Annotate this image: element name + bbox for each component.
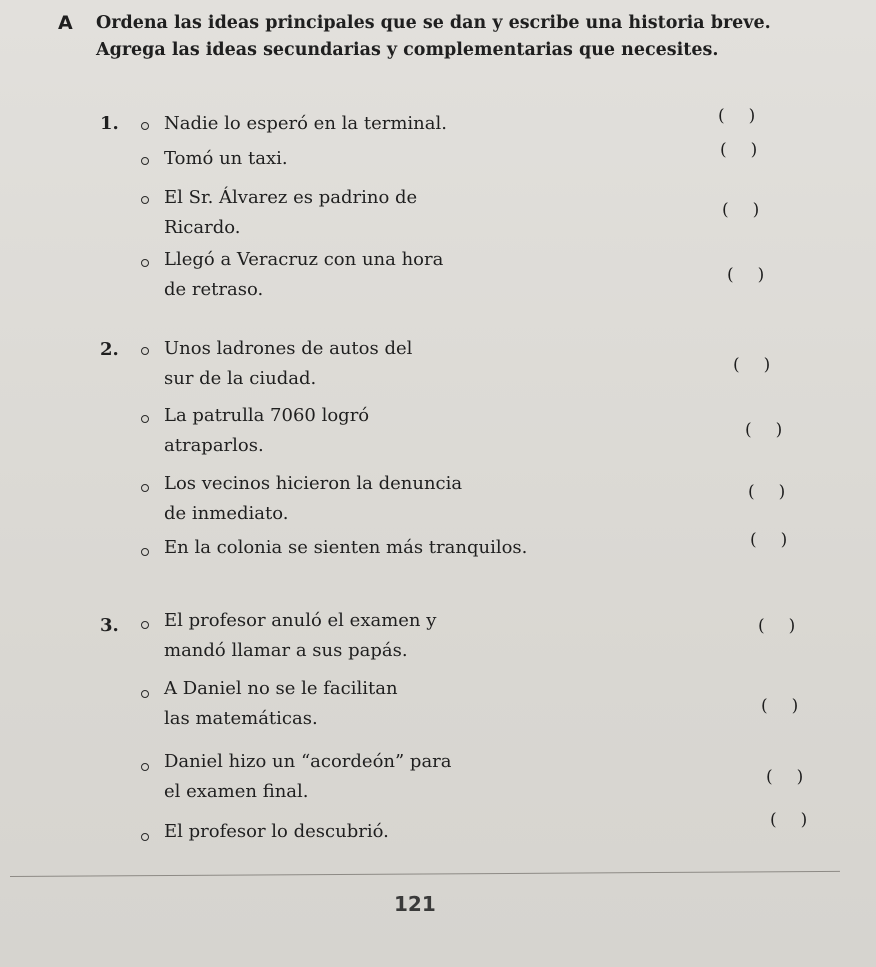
- order-blank[interactable]: ( ): [722, 200, 760, 220]
- idea-line: atraparlos.: [164, 435, 264, 456]
- idea-line: El profesor lo descubrió.: [164, 821, 389, 842]
- order-blank[interactable]: ( ): [758, 616, 796, 636]
- bullet-icon: [141, 833, 149, 841]
- instruction-line-2: Agrega las ideas secundarias y complementarias que necesites.: [96, 40, 719, 60]
- order-blank[interactable]: ( ): [727, 265, 765, 285]
- order-blank[interactable]: ( ): [720, 140, 758, 160]
- idea-item: [164, 183, 417, 243]
- idea-item: [164, 747, 452, 807]
- idea-line: Daniel hizo un “acordeón” para: [164, 751, 452, 772]
- bullet-icon: [141, 259, 149, 267]
- order-blank[interactable]: ( ): [748, 482, 786, 502]
- idea-item: [164, 674, 398, 734]
- order-blank[interactable]: ( ): [733, 355, 771, 375]
- bullet-icon: [141, 347, 149, 355]
- idea-line: sur de la ciudad.: [164, 368, 317, 389]
- page-number: 121: [394, 892, 436, 916]
- idea-item: [164, 144, 288, 174]
- order-blank[interactable]: ( ): [770, 810, 808, 830]
- idea-item: [164, 533, 527, 563]
- bullet-icon: [141, 157, 149, 165]
- idea-line: Los vecinos hicieron la denuncia: [164, 473, 463, 494]
- idea-item: [164, 334, 412, 394]
- idea-line: Nadie lo esperó en la terminal.: [164, 113, 447, 134]
- idea-line: A Daniel no se le facilitan: [164, 678, 398, 699]
- order-blank[interactable]: ( ): [766, 767, 804, 787]
- idea-line: las matemáticas.: [164, 708, 318, 729]
- group-number-1: 1.: [100, 113, 119, 134]
- idea-line: En la colonia se sienten más tranquilos.: [164, 537, 528, 558]
- bullet-icon: [141, 122, 149, 130]
- bullet-icon: [141, 690, 149, 698]
- idea-item: [164, 401, 369, 461]
- order-blank[interactable]: ( ): [718, 106, 756, 126]
- idea-item: [164, 606, 436, 666]
- idea-line: de inmediato.: [164, 503, 289, 524]
- idea-item: [164, 245, 443, 305]
- order-blank[interactable]: ( ): [761, 696, 799, 716]
- order-blank[interactable]: ( ): [745, 420, 783, 440]
- section-letter: A: [58, 12, 73, 34]
- footer-divider: [10, 871, 840, 877]
- idea-item: [164, 469, 462, 529]
- idea-line: el examen final.: [164, 781, 309, 802]
- group-number-2: 2.: [100, 339, 119, 360]
- idea-item: [164, 109, 447, 139]
- bullet-icon: [141, 763, 149, 771]
- idea-line: El profesor anuló el examen y: [164, 610, 437, 631]
- bullet-icon: [141, 415, 149, 423]
- idea-line: de retraso.: [164, 279, 264, 300]
- bullet-icon: [141, 196, 149, 204]
- bullet-icon: [141, 484, 149, 492]
- bullet-icon: [141, 548, 149, 556]
- idea-line: Unos ladrones de autos del: [164, 338, 413, 359]
- bullet-icon: [141, 621, 149, 629]
- idea-line: El Sr. Álvarez es padrino de: [164, 187, 418, 208]
- group-number-3: 3.: [100, 615, 119, 636]
- order-blank[interactable]: ( ): [750, 530, 788, 550]
- instruction-line-1: Ordena las ideas principales que se dan y escribe una historia breve.: [96, 13, 771, 33]
- idea-line: La patrulla 7060 logró: [164, 405, 370, 426]
- idea-line: Tomó un taxi.: [164, 148, 288, 169]
- idea-line: mandó llamar a sus papás.: [164, 640, 408, 661]
- idea-line: Ricardo.: [164, 217, 241, 238]
- idea-item: [164, 817, 389, 847]
- idea-line: Llegó a Veracruz con una hora: [164, 249, 444, 270]
